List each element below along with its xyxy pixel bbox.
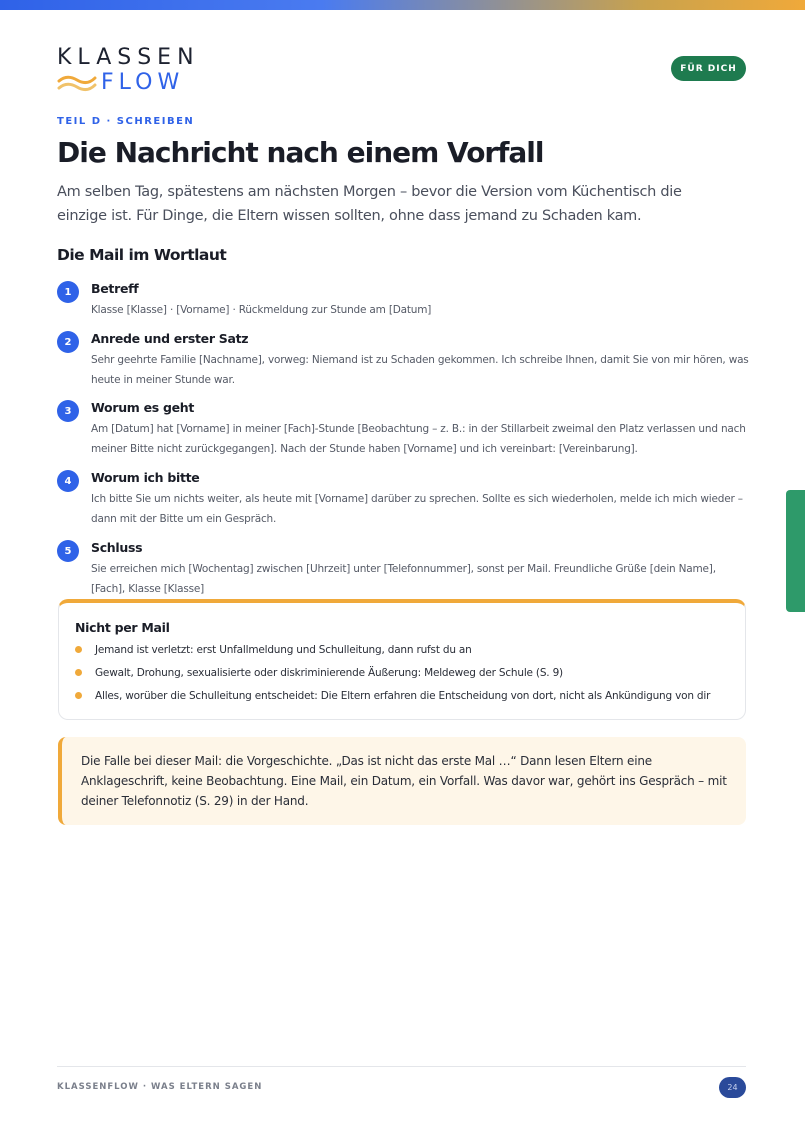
section-eyebrow: TEIL D · SCHREIBEN [57,116,195,127]
list-item-text: Gewalt, Drohung, sexualisierte oder diskriminierende Äußerung: Meldeweg der Schule (S. 9) [95,667,563,679]
page-title: Die Nachricht nach einem Vorfall [57,136,544,169]
not-per-mail-title: Nicht per Mail [75,620,170,635]
step-text: Sehr geehrte Familie [Nachname], vorweg: Niemand ist zu Schaden gekommen. Ich schreibe Ihnen, damit Sie von mir hören, was heute in meiner Stunde war. [91,354,749,386]
lead-paragraph: Am selben Tag, spätestens am nächsten Morgen – bevor die Version vom Küchentisch die einzige ist. Für Dinge, die Eltern wissen sollten, ohne dass jemand zu Schaden kam. [57,184,682,224]
step-heading: Worum ich bitte [91,470,200,485]
step-number-badge: 4 [57,470,79,492]
bullet-icon [75,692,82,699]
step-text: Ich bitte Sie um nichts weiter, als heute mit [Vorname] darüber zu sprechen. Sollte es sich wiederholen, melde ich mich wieder – dann mit der Bitte um ein Gespräch. [91,493,743,525]
step-heading: Betreff [91,281,139,296]
mail-section-title: Die Mail im Wortlaut [57,246,227,264]
step-text: Klasse [Klasse] · [Vorname] · Rückmeldung zur Stunde am [Datum] [91,304,432,316]
bullet-icon [75,646,82,653]
callout-text: Die Falle bei dieser Mail: die Vorgeschichte. „Das ist nicht das erste Mal …“ Dann lesen Eltern eine Anklageschrift, keine Beobachtung. Eine Mail, ein Datum, ein Vorfall. Was davor war, gehört ins Gespräch – mit deiner Telefonnotiz (S. 29) in der Hand. [81,754,727,808]
logo-wordmark-top: KLASSEN [57,45,200,70]
step-number-badge: 3 [57,400,79,422]
wave-icon [57,72,97,94]
list-item-text: Jemand ist verletzt: erst Unfallmeldung und Schulleitung, dann rufst du an [95,644,472,656]
not-per-mail-box [58,599,746,720]
step-heading: Worum es geht [91,400,195,415]
list-item-text: Alles, worüber die Schulleitung entscheidet: Die Eltern erfahren die Entscheidung von dort, nicht als Ankündigung von dir [95,690,711,702]
footer-label: KLASSENFLOW · WAS ELTERN SAGEN [57,1082,263,1092]
step-text: Sie erreichen mich [Wochentag] zwischen [Uhrzeit] unter [Telefonnummer], sonst per Mail. Freundliche Grüße [dein Name], [Fach], Klasse [Klasse] [91,563,716,595]
warning-callout [58,737,746,825]
brand-logo [57,46,200,95]
bullet-icon [75,669,82,676]
page-number: 24 [719,1077,746,1098]
list-item [75,690,710,702]
logo-wordmark-bottom: FLOW [101,70,185,95]
list-item [75,667,563,679]
footer-divider [57,1066,746,1067]
list-item [75,644,472,656]
chapter-side-tab[interactable] [786,490,805,612]
top-gradient-bar [0,0,805,10]
step-number-badge: 2 [57,331,79,353]
step-number-badge: 1 [57,281,79,303]
step-number-badge: 5 [57,540,79,562]
step-heading: Schluss [91,540,143,555]
audience-badge: FÜR DICH [671,56,746,81]
step-heading: Anrede und erster Satz [91,331,249,346]
step-text: Am [Datum] hat [Vorname] in meiner [Fach]-Stunde [Beobachtung – z. B.: in der Stillarbeit zweimal den Platz verlassen und nach meiner Bitte nicht zurückgegangen]. Nach der Stunde haben [Vorname] und ich vereinbart: [Vereinbarung]. [91,423,746,455]
